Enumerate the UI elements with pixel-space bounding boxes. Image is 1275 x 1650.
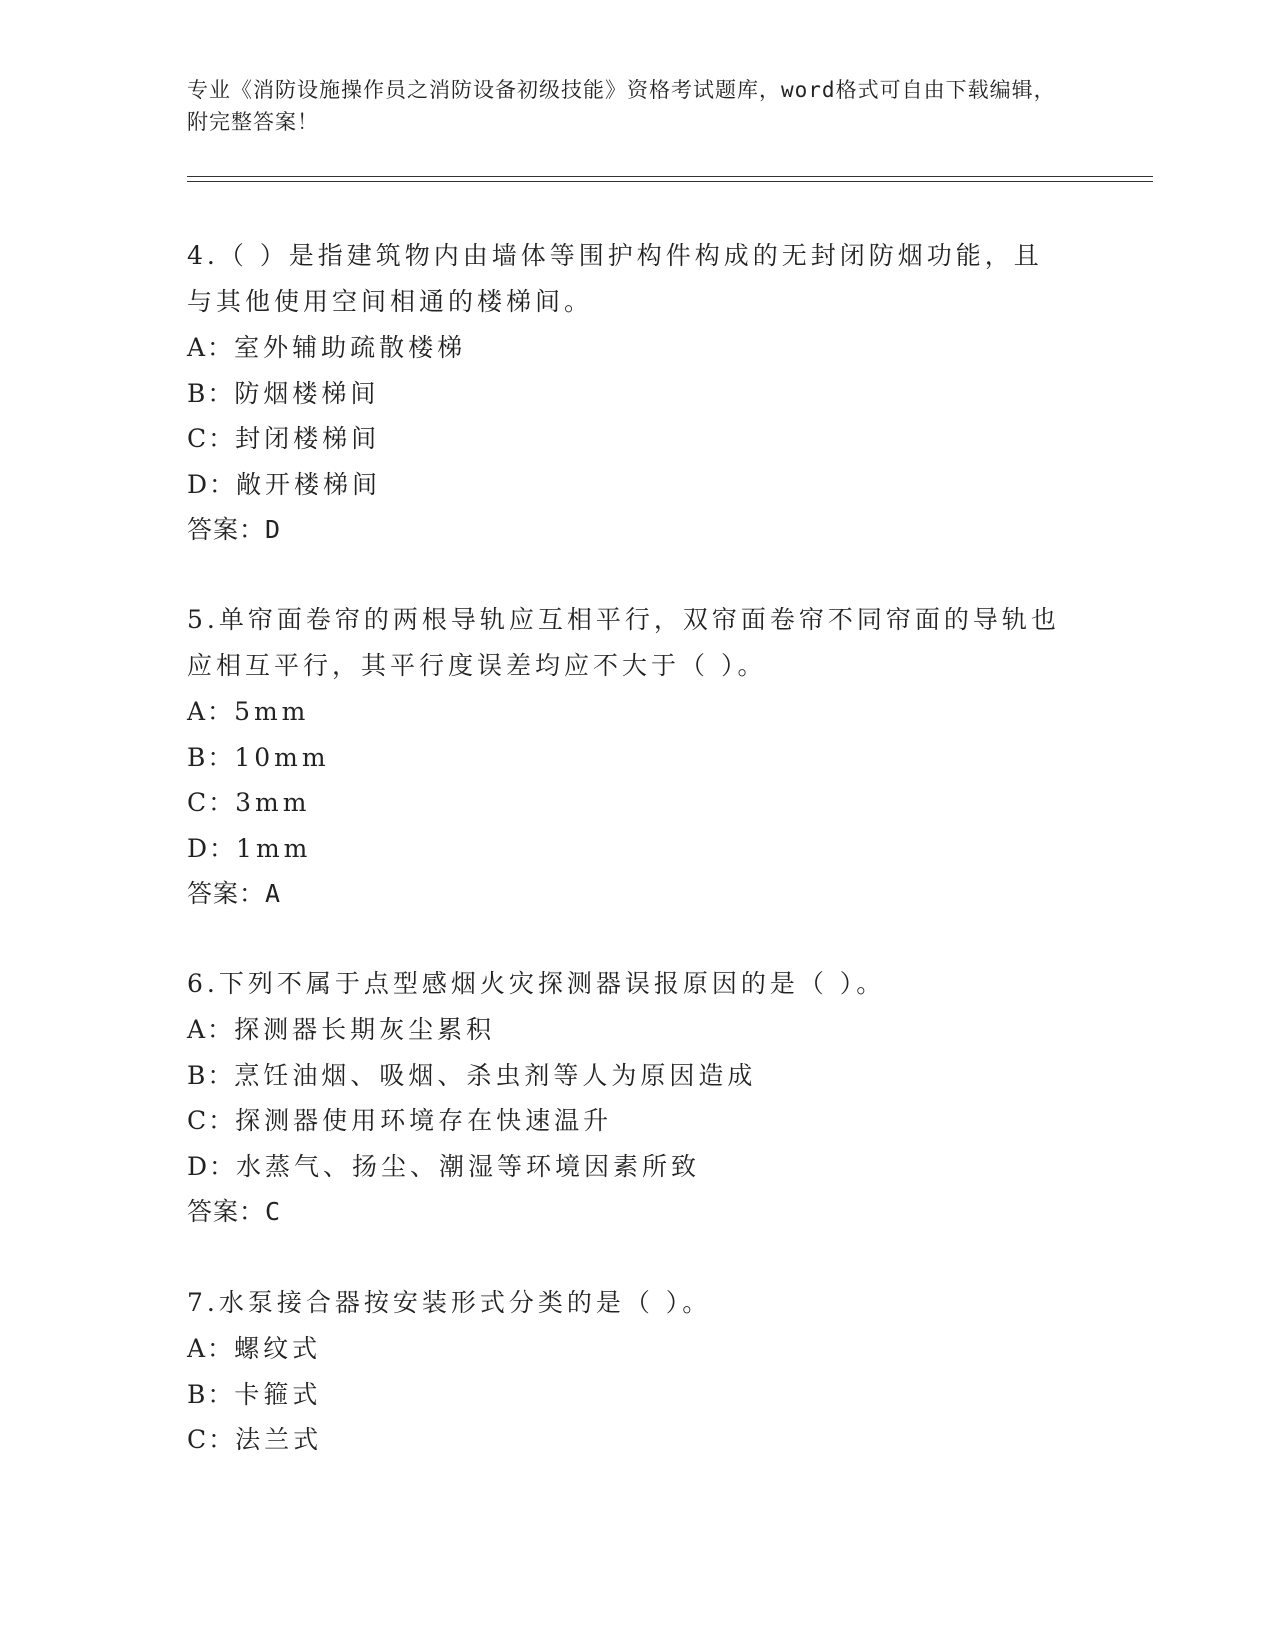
- option-a: [187, 1007, 1067, 1053]
- answer-label: 答案：: [187, 879, 266, 908]
- option-label: B：: [187, 742, 235, 772]
- document-header: 专业《消防设施操作员之消防设备初级技能》资格考试题库，word格式可自由下载编辑，附完整答案！: [187, 78, 1056, 134]
- option-label: B：: [187, 1379, 235, 1409]
- option-label: C：: [187, 1106, 236, 1135]
- option-b: [187, 1372, 1067, 1418]
- option-text: 法兰式: [235, 1425, 323, 1454]
- answer-value: C: [265, 1197, 281, 1226]
- option-text: 封闭楼梯间: [235, 424, 381, 453]
- option-d: [187, 1144, 1067, 1190]
- option-text: 探测器使用环境存在快速温升: [235, 1106, 613, 1135]
- option-label: C：: [187, 788, 236, 817]
- option-text: 防烟楼梯间: [234, 378, 380, 408]
- option-label: C：: [187, 1425, 236, 1454]
- option-c: [187, 780, 1067, 826]
- option-text: 3mm: [235, 788, 311, 817]
- question-4: [187, 233, 1067, 553]
- option-label: D：: [187, 1151, 237, 1181]
- question-stem: 4.（ ）是指建筑物内由墙体等围护构件构成的无封闭防烟功能，且与其他使用空间相通的楼梯间。: [187, 241, 1043, 316]
- header-divider-bottom: [187, 181, 1153, 182]
- option-text: 卡箍式: [234, 1379, 322, 1409]
- answer-line: [187, 1189, 1067, 1235]
- option-text: 室外辅助疏散楼梯: [234, 333, 467, 362]
- option-text: 螺纹式: [234, 1334, 322, 1363]
- option-a: [187, 1326, 1067, 1372]
- question-5: [187, 597, 1067, 917]
- option-label: C：: [187, 424, 236, 453]
- option-b: [187, 1053, 1067, 1099]
- option-text: 敞开楼梯间: [236, 469, 382, 499]
- option-b: [187, 735, 1067, 781]
- answer-value: D: [265, 515, 281, 544]
- option-c: [187, 416, 1067, 462]
- option-label: A：: [187, 1334, 235, 1363]
- option-label: B：: [187, 378, 235, 408]
- option-label: B：: [187, 1060, 235, 1090]
- option-label: D：: [187, 833, 237, 863]
- option-b: [187, 371, 1067, 417]
- answer-label: 答案：: [187, 1197, 266, 1226]
- option-text: 1mm: [236, 833, 312, 863]
- option-text: 探测器长期灰尘累积: [234, 1015, 496, 1044]
- answer-value: A: [265, 879, 281, 908]
- option-label: A：: [187, 1015, 235, 1044]
- answer-line: [187, 507, 1067, 553]
- option-a: [187, 689, 1067, 735]
- option-text: 烹饪油烟、吸烟、杀虫剂等人为原因造成: [234, 1060, 757, 1090]
- question-7: [187, 1280, 1067, 1463]
- question-stem: 7.水泵接合器按安装形式分类的是（ ）。: [187, 1288, 712, 1317]
- option-label: A：: [187, 697, 235, 726]
- option-d: [187, 462, 1067, 508]
- option-text: 10mm: [234, 742, 330, 772]
- option-label: A：: [187, 333, 235, 362]
- option-label: D：: [187, 469, 237, 499]
- answer-label: 答案：: [187, 515, 266, 544]
- option-c: [187, 1417, 1067, 1463]
- question-6: [187, 961, 1067, 1235]
- question-stem: 6.下列不属于点型感烟火灾探测器误报原因的是（ ）。: [187, 969, 886, 998]
- header-divider-top: [187, 176, 1153, 177]
- answer-line: [187, 871, 1067, 917]
- option-text: 5mm: [234, 697, 310, 726]
- option-text: 水蒸气、扬尘、潮湿等环境因素所致: [236, 1151, 701, 1181]
- option-a: [187, 325, 1067, 371]
- option-c: [187, 1098, 1067, 1144]
- question-stem: 5.单帘面卷帘的两根导轨应互相平行，双帘面卷帘不同帘面的导轨也应相互平行，其平行度误差均应不大于（ ）。: [187, 605, 1060, 680]
- option-d: [187, 826, 1067, 872]
